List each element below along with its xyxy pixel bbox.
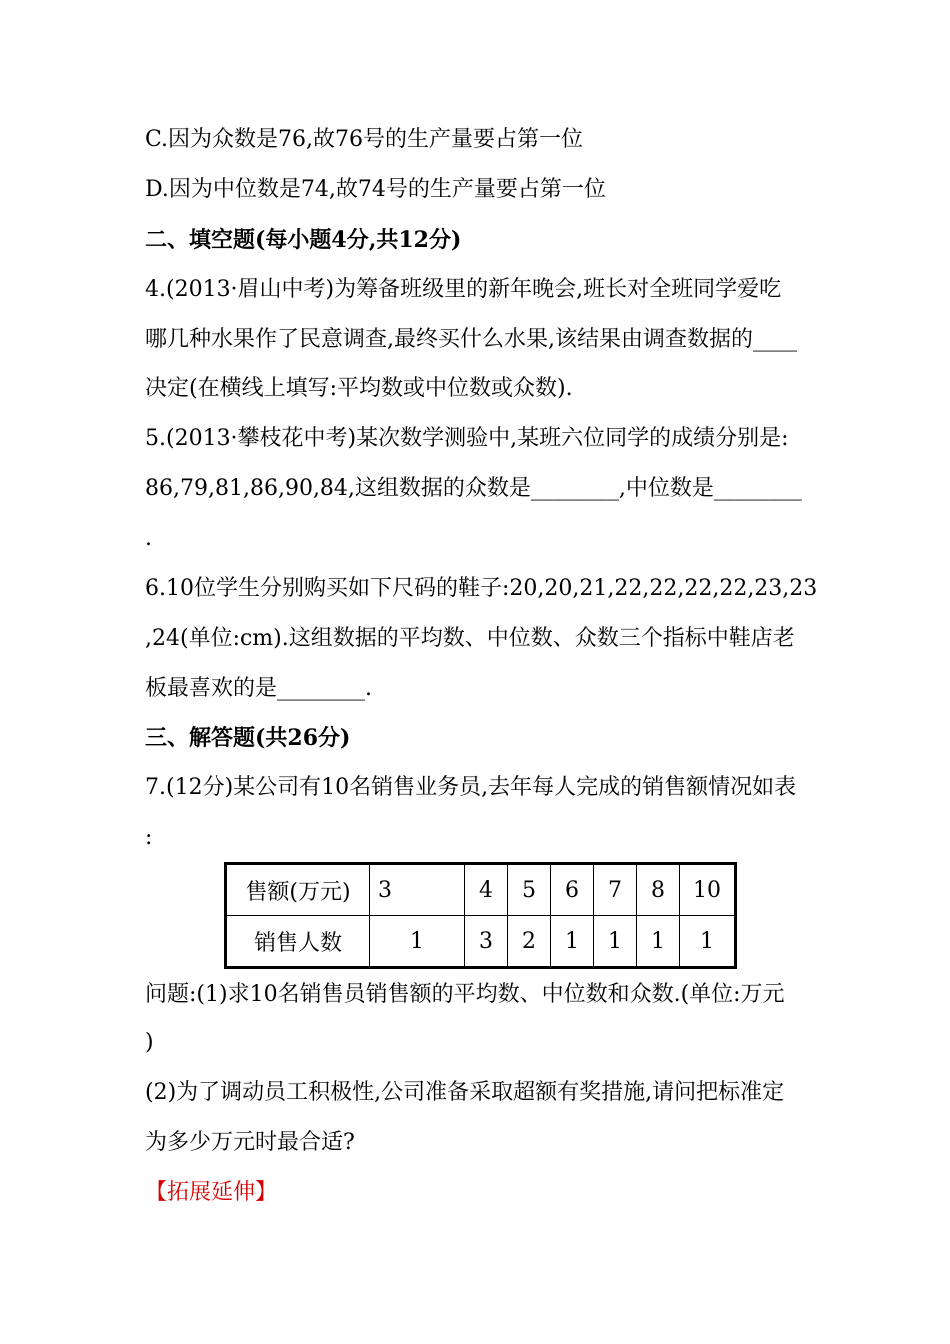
table-row xyxy=(226,916,736,968)
table-cell: 1 xyxy=(637,916,680,968)
table-cell: 8 xyxy=(637,864,680,916)
extension-heading: 【拓展延伸】 xyxy=(145,1180,278,1205)
table-cell: 4 xyxy=(465,864,508,916)
question-5-line-3: . xyxy=(145,526,152,551)
question-7-line-1: 7.(12分)某公司有10名销售业务员,去年每人完成的销售额情况如表 xyxy=(145,775,797,800)
table-cell: 5 xyxy=(508,864,551,916)
question-6-line-3: 板最喜欢的是________. xyxy=(145,676,372,701)
option-c: C.因为众数是76,故76号的生产量要占第一位 xyxy=(145,127,584,152)
question-7-part-1-line-1: 问题:(1)求10名销售员销售额的平均数、中位数和众数.(单位:万元 xyxy=(145,982,785,1007)
question-6-line-1: 6.10位学生分别购买如下尺码的鞋子:20,20,21,22,22,22,22,23,23 xyxy=(145,576,818,601)
table-cell: 售额(万元) xyxy=(226,864,370,916)
question-4-line-3: 决定(在横线上填写:平均数或中位数或众数). xyxy=(145,376,573,401)
table-cell: 1 xyxy=(594,916,637,968)
question-7-part-2-line-2: 为多少万元时最合适? xyxy=(145,1130,355,1155)
question-4-line-1: 4.(2013·眉山中考)为筹备班级里的新年晚会,班长对全班同学爱吃 xyxy=(145,277,782,302)
question-7-part-1-line-2: ) xyxy=(145,1030,154,1055)
table-cell: 1 xyxy=(370,916,465,968)
question-5-line-1: 5.(2013·攀枝花中考)某次数学测验中,某班六位同学的成绩分别是: xyxy=(145,426,789,451)
table-cell: 2 xyxy=(508,916,551,968)
table-cell: 7 xyxy=(594,864,637,916)
question-4-line-2: 哪几种水果作了民意调查,最终买什么水果,该结果由调查数据的____ xyxy=(145,327,797,352)
sales-table xyxy=(224,862,737,969)
section-heading-fill-blank: 二、填空题(每小题4分,共12分) xyxy=(145,227,462,253)
question-5-line-2: 86,79,81,86,90,84,这组数据的众数是________,中位数是________ xyxy=(145,476,802,501)
option-d: D.因为中位数是74,故74号的生产量要占第一位 xyxy=(145,177,606,202)
table-cell: 销售人数 xyxy=(226,916,370,968)
table-cell: 1 xyxy=(680,916,736,968)
table-cell: 6 xyxy=(551,864,594,916)
table-cell: 3 xyxy=(465,916,508,968)
table-cell: 1 xyxy=(551,916,594,968)
table-cell: 3 xyxy=(370,864,465,916)
question-7-line-2: : xyxy=(145,825,153,850)
table-row xyxy=(226,864,736,916)
question-6-line-2: ,24(单位:cm).这组数据的平均数、中位数、众数三个指标中鞋店老 xyxy=(145,626,795,651)
section-heading-solutions: 三、解答题(共26分) xyxy=(145,725,351,751)
table-cell: 10 xyxy=(680,864,736,916)
question-7-part-2-line-1: (2)为了调动员工积极性,公司准备采取超额有奖措施,请问把标准定 xyxy=(145,1080,785,1105)
